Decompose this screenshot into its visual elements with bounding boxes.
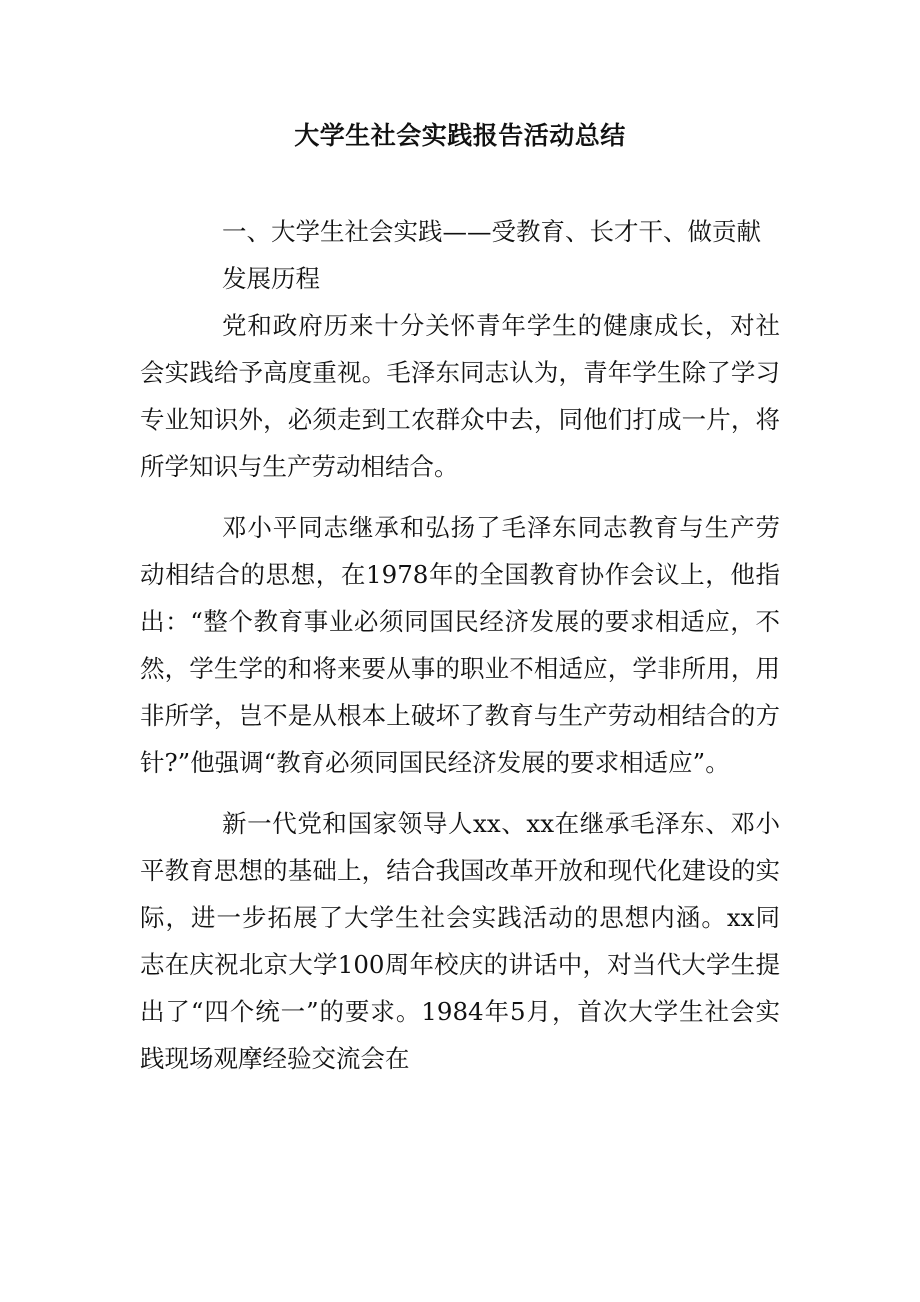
document-title: 大学生社会实践报告活动总结 xyxy=(294,121,626,150)
subsection-heading: 发展历程 xyxy=(222,264,320,293)
section-heading: 一、大学生社会实践——受教育、长才干、做贡献 xyxy=(222,217,761,246)
body-paragraph: 邓小平同志继承和弘扬了毛泽东同志教育与生产劳动相结合的思想，在1978年的全国教育协作会议上，他指出：“整个教育事业必须同国民经济发展的要求相适应，不然，学生学的和将来要从事的职业不相适应，学非所用，用非所学，岂不是从根本上破坏了教育与生产劳动相结合的方针?”他强调“教育必须同国民经济发展的要求相适应”。 xyxy=(140,513,780,777)
body-paragraph: 党和政府历来十分关怀青年学生的健康成长，对社会实践给予高度重视。毛泽东同志认为，青年学生除了学习专业知识外，必须走到工农群众中去，同他们打成一片，将所学知识与生产劳动相结合。 xyxy=(140,311,780,481)
body-paragraph: 新一代党和国家领导人xx、xx在继承毛泽东、邓小平教育思想的基础上，结合我国改革开放和现代化建设的实际，进一步拓展了大学生社会实践活动的思想内涵。xx同志在庆祝北京大学100周年校庆的讲话中，对当代大学生提出了“四个统一”的要求。1984年5月，首次大学生社会实践现场观摩经验交流会在 xyxy=(140,809,780,1073)
document-page xyxy=(140,118,780,1096)
